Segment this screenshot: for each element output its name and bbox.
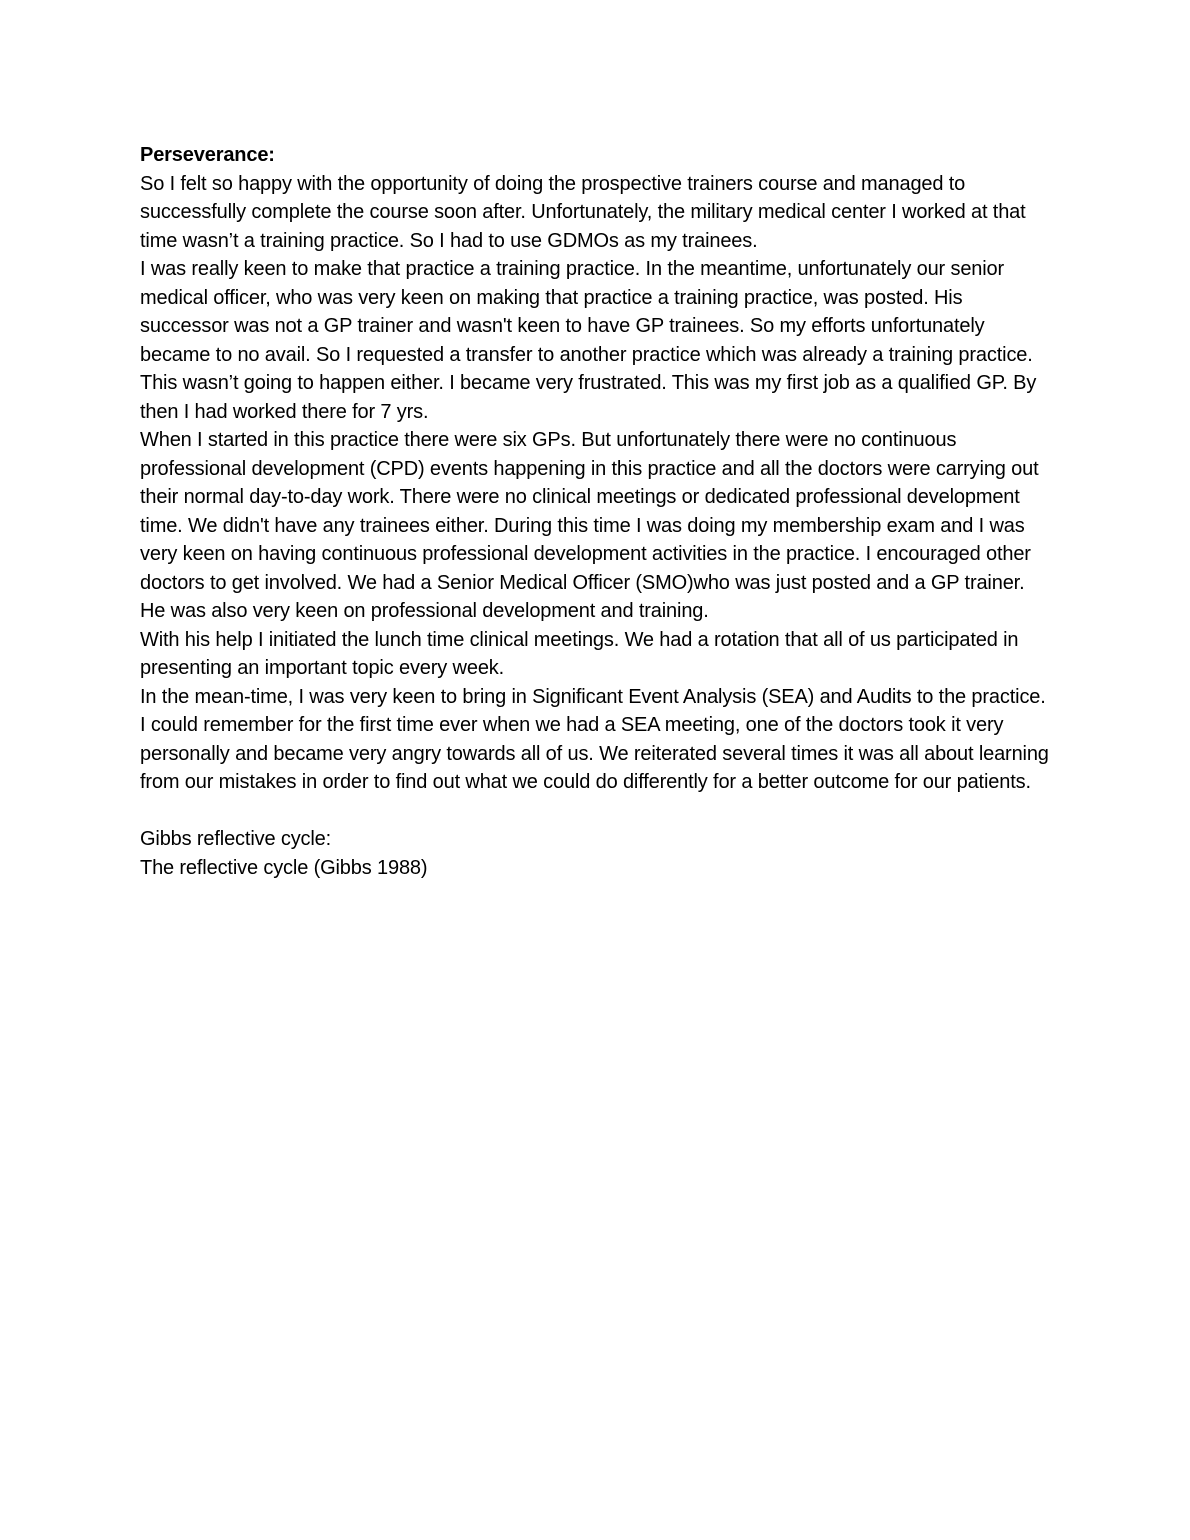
paragraph-4: With his help I initiated the lunch time clinical meetings. We had a rotation that all of us participated in presenting an important topic every week. (140, 628, 1019, 679)
section-heading: Perseverance: (140, 144, 275, 166)
paragraph-1: So I felt so happy with the opportunity of doing the prospective trainers course and managed to successfully complete the course soon after. Unfortunately, the military medical center I worked at that time wasn’t a training practice. So I had to use GDMOs as my trainees. (140, 172, 1026, 252)
gibbs-caption: The reflective cycle (Gibbs 1988) (140, 856, 428, 879)
document-body (140, 141, 1055, 882)
paragraph-3: When I started in this practice there were six GPs. But unfortunately there were no continuous professional development (CPD) events happening in this practice and all the doctors were carrying out their normal day-to-day work. There were no clinical meetings or dedicated professional development time. We didn't have any trainees either. During this time I was doing my membership exam and I was very keen on having continuous professional development activities in the practice. I encouraged other doctors to get involved. We had a Senior Medical Officer (SMO)who was just posted and a GP trainer. He was also very keen on professional development and training. (140, 429, 1039, 622)
paragraph-2: I was really keen to make that practice a training practice. In the meantime, unfortunately our senior medical officer, who was very keen on making that practice a training practice, was posted. His successor was not a GP trainer and wasn't keen to have GP trainees. So my efforts unfortunately became to no avail. So I requested a transfer to another practice which was already a training practice. This wasn’t going to happen either. I became very frustrated. This was my first job as a qualified GP. By then I had worked there for 7 yrs. (140, 258, 1037, 423)
paragraph-5: In the mean-time, I was very keen to bring in Significant Event Analysis (SEA) and Audits to the practice. I could remember for the first time ever when we had a SEA meeting, one of the doctors took it very personally and became very angry towards all of us. We reiterated several times it was all about learning from our mistakes in order to find out what we could do differently for a better outcome for our patients. (140, 685, 1049, 793)
blank-line (140, 797, 1055, 826)
gibbs-label: Gibbs reflective cycle: (140, 828, 332, 850)
